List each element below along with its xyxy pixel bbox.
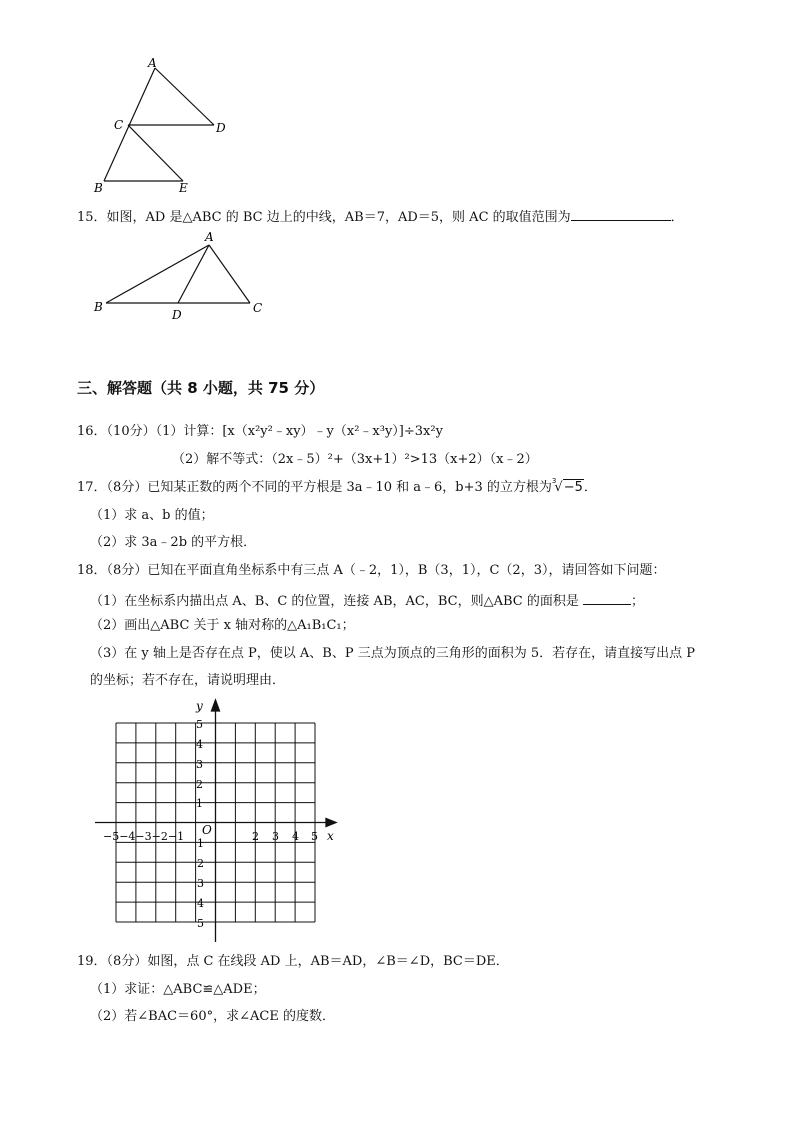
y-tick-neg-1: 1 — [197, 837, 204, 850]
x-tick-4: 4 — [292, 830, 299, 843]
question-19-part-1: （1）求证：△ABC≌△ADE； — [90, 982, 266, 997]
label-c: C — [114, 118, 124, 132]
x-tick-2: 2 — [252, 830, 259, 843]
q18-p1-text: （1）在坐标系内描出点 A、B、C 的位置，连接 AB，AC，BC，则△ABC 的面积是 — [90, 594, 579, 609]
q15-end: ． — [670, 210, 684, 225]
x-tick-5: 5 — [311, 830, 318, 843]
y-axis-arrow-icon — [212, 700, 220, 711]
question-18-part-2: （2）画出△ABC 关于 x 轴对称的△A₁B₁C₁； — [90, 618, 355, 633]
q16-expression: [x（x²y²﹣xy）﹣y（x²﹣x³y）]÷3x²y — [222, 424, 443, 439]
y-tick-neg-2: 2 — [197, 857, 204, 870]
question-19: 19．（8分）如图，点 C 在线段 AD 上，AB＝AD，∠B＝∠D，BC＝DE． — [77, 954, 509, 969]
q17-end: ． — [583, 480, 597, 495]
y-tick-3: 3 — [196, 758, 203, 771]
y-tick-4: 4 — [196, 738, 203, 751]
q15-text: 如图，AD 是△ABC 的 BC 边上的中线，AB＝7，AD＝5，则 AC 的取值范围为 — [106, 210, 571, 225]
label-a: A — [205, 230, 214, 244]
label-c: C — [253, 301, 263, 315]
q18-p1-end: ； — [630, 594, 644, 609]
q15-number: 15． — [77, 210, 107, 225]
y-axis-label: y — [196, 699, 203, 713]
label-d: D — [216, 121, 226, 135]
question-18: 18．（8分）已知在平面直角坐标系中有三点 A（﹣2，1），B（3，1），C（2，3），请回答如下问题： — [77, 563, 666, 578]
label-e: E — [179, 181, 188, 195]
x-axis-arrow-icon — [326, 819, 336, 827]
question-19-part-2: （2）若∠BAC＝60°，求∠ACE 的度数． — [90, 1009, 335, 1024]
question-17-part-2: （2）求 3a﹣2b 的平方根． — [90, 535, 257, 550]
q16-head: 16．（10分）（1）计算： — [77, 424, 223, 439]
label-d: D — [172, 308, 182, 322]
x-negative-ticks: −5−4−3−2−1 — [103, 830, 185, 843]
question-16-part-2: （2）解不等式：（2x﹣5）²+（3x+1）²>13（x+2）（x﹣2） — [172, 452, 538, 467]
x-axis-label: x — [327, 829, 334, 843]
question-18-part-3b: 的坐标；若不存在，请说明理由． — [90, 673, 286, 688]
label-b: B — [94, 181, 103, 195]
section-title: 三、解答题（共 8 小题，共 75 分） — [77, 379, 325, 397]
y-tick-1: 1 — [196, 797, 203, 810]
cube-root-radicand: −5 — [563, 480, 583, 495]
label-b: B — [94, 300, 103, 314]
y-tick-5: 5 — [196, 718, 203, 731]
x-tick-3: 3 — [272, 830, 279, 843]
label-a: A — [148, 56, 157, 70]
y-tick-neg-3: 3 — [197, 877, 204, 890]
cube-root-index: 3 — [551, 477, 557, 485]
q17-head: 17．（8分）已知某正数的两个不同的平方根是 3a﹣10 和 a﹣6，b+3 的立方根为 — [77, 480, 552, 495]
y-tick-2: 2 — [196, 778, 203, 791]
question-17-part-1: （1）求 a、b 的值； — [90, 508, 214, 523]
cube-root-expression: $^3$√−5 — [551, 477, 583, 495]
origin-label: O — [202, 823, 212, 837]
y-tick-neg-4: 4 — [197, 897, 204, 910]
question-18-part-3a: （3）在 y 轴上是否存在点 P，使以 A、B、P 三点为顶点的三角形的面积为 5．若存在，请直接写出点 P — [90, 646, 695, 661]
y-tick-neg-5: 5 — [197, 917, 204, 930]
